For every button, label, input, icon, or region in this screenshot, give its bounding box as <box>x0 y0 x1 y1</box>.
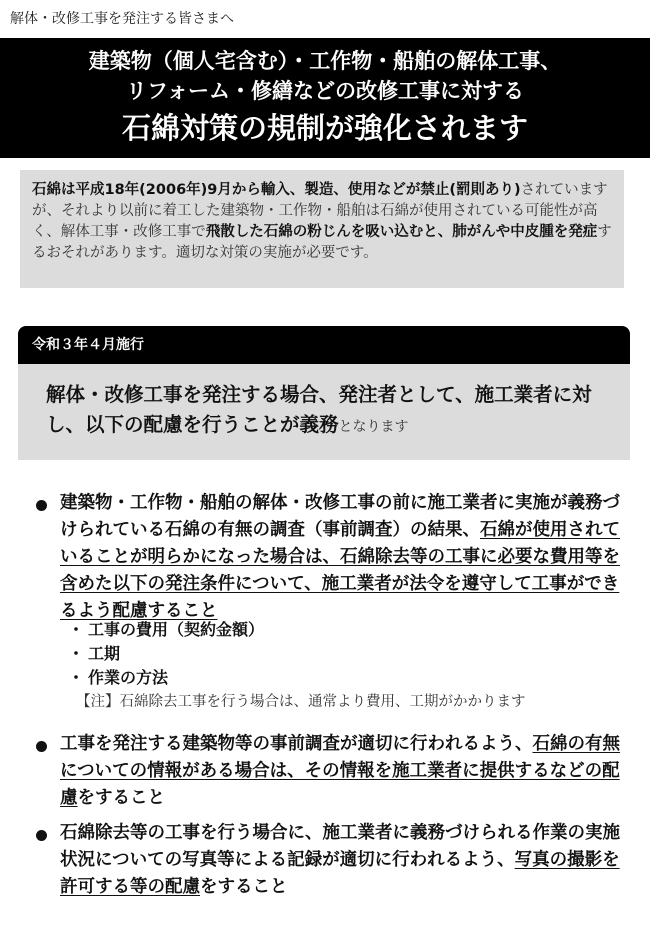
bullet-3-underlined: 写真の撮影を許可する等の配慮 <box>60 850 620 897</box>
bullet-3-plain: 石綿除去等の工事を行う場合に、施工業者に義務づけられる作業の実施状況についての写真等による記録が適切に行われるよう、 <box>60 823 620 870</box>
banner-line-1: 建築物（個人宅含む）・工作物・船舶の解体工事、 <box>88 49 562 73</box>
bullet-1-text <box>60 490 620 625</box>
bullet-2-underlined: 石綿の有無についての情報がある場合は、その情報を施工業者に提供するなどの配慮 <box>60 734 620 808</box>
sub-item-period: ・ 工期 <box>68 644 121 663</box>
intro-bold-2: 飛散した石綿の粉じんを吸い込むと、肺がんや中皮腫を発症 <box>205 224 598 240</box>
sub-item-method: ・ 作業の方法 <box>68 668 169 687</box>
bullet-2-tail: をすること <box>77 788 165 808</box>
intro-text-1: されていますが、それより以前に着工した建築物・工作物・船舶は石綿が使用されている可能性が高く、解体工事・改修工事で <box>32 182 608 240</box>
top-line: 解体・改修工事を発注する皆さまへ <box>10 11 234 27</box>
bullet-dot-1 <box>36 500 47 511</box>
obligation-box <box>18 364 630 460</box>
bullet-1-underlined: 石綿が使用されていることが明らかになった場合は、石綿除去等の工事に必要な費用等を含めた以下の発注条件について、施工業者が法令を遵守して工事ができるよう配慮すること <box>60 520 620 621</box>
note-text: 【注】石綿除去工事を行う場合は、通常より費用、工期がかかります <box>76 694 526 710</box>
intro-bold-1: 石綿は平成18年(2006年)9月から輸入、製造、使用などが禁止(罰則あり) <box>32 182 521 198</box>
effective-date-bar: 令和３年４月施行 <box>18 326 630 364</box>
title-banner <box>0 38 650 158</box>
bullet-1-plain: 建築物・工作物・船舶の解体・改修工事の前に施工業者に実施が義務づけられている石綿の有無の調査（事前調査）の結果、 <box>60 493 620 540</box>
bullet-2-plain: 工事を発注する建築物等の事前調査が適切に行われるよう、 <box>60 734 533 754</box>
banner-line-2: リフォーム・修繕などの改修工事に対する <box>126 79 524 103</box>
intro-text-2: するおそれがあります。適切な対策の実施が必要です。 <box>32 224 612 261</box>
obligation-main: 解体・改修工事を発注する場合、発注者として、施工業者に対し、以下の配慮を行うことが義務 <box>46 383 592 436</box>
banner-headline: 石綿対策の規制が強化されます <box>121 111 528 145</box>
bullet-2-text <box>60 731 620 812</box>
bullet-dot-2 <box>36 741 47 752</box>
bullet-3-text <box>60 820 620 901</box>
bullet-3-tail: をすること <box>200 877 288 897</box>
intro-box <box>20 170 624 288</box>
sub-item-cost: ・ 工事の費用（契約金額） <box>68 620 265 639</box>
obligation-small: となります <box>338 419 409 435</box>
bullet-dot-3 <box>36 830 47 841</box>
